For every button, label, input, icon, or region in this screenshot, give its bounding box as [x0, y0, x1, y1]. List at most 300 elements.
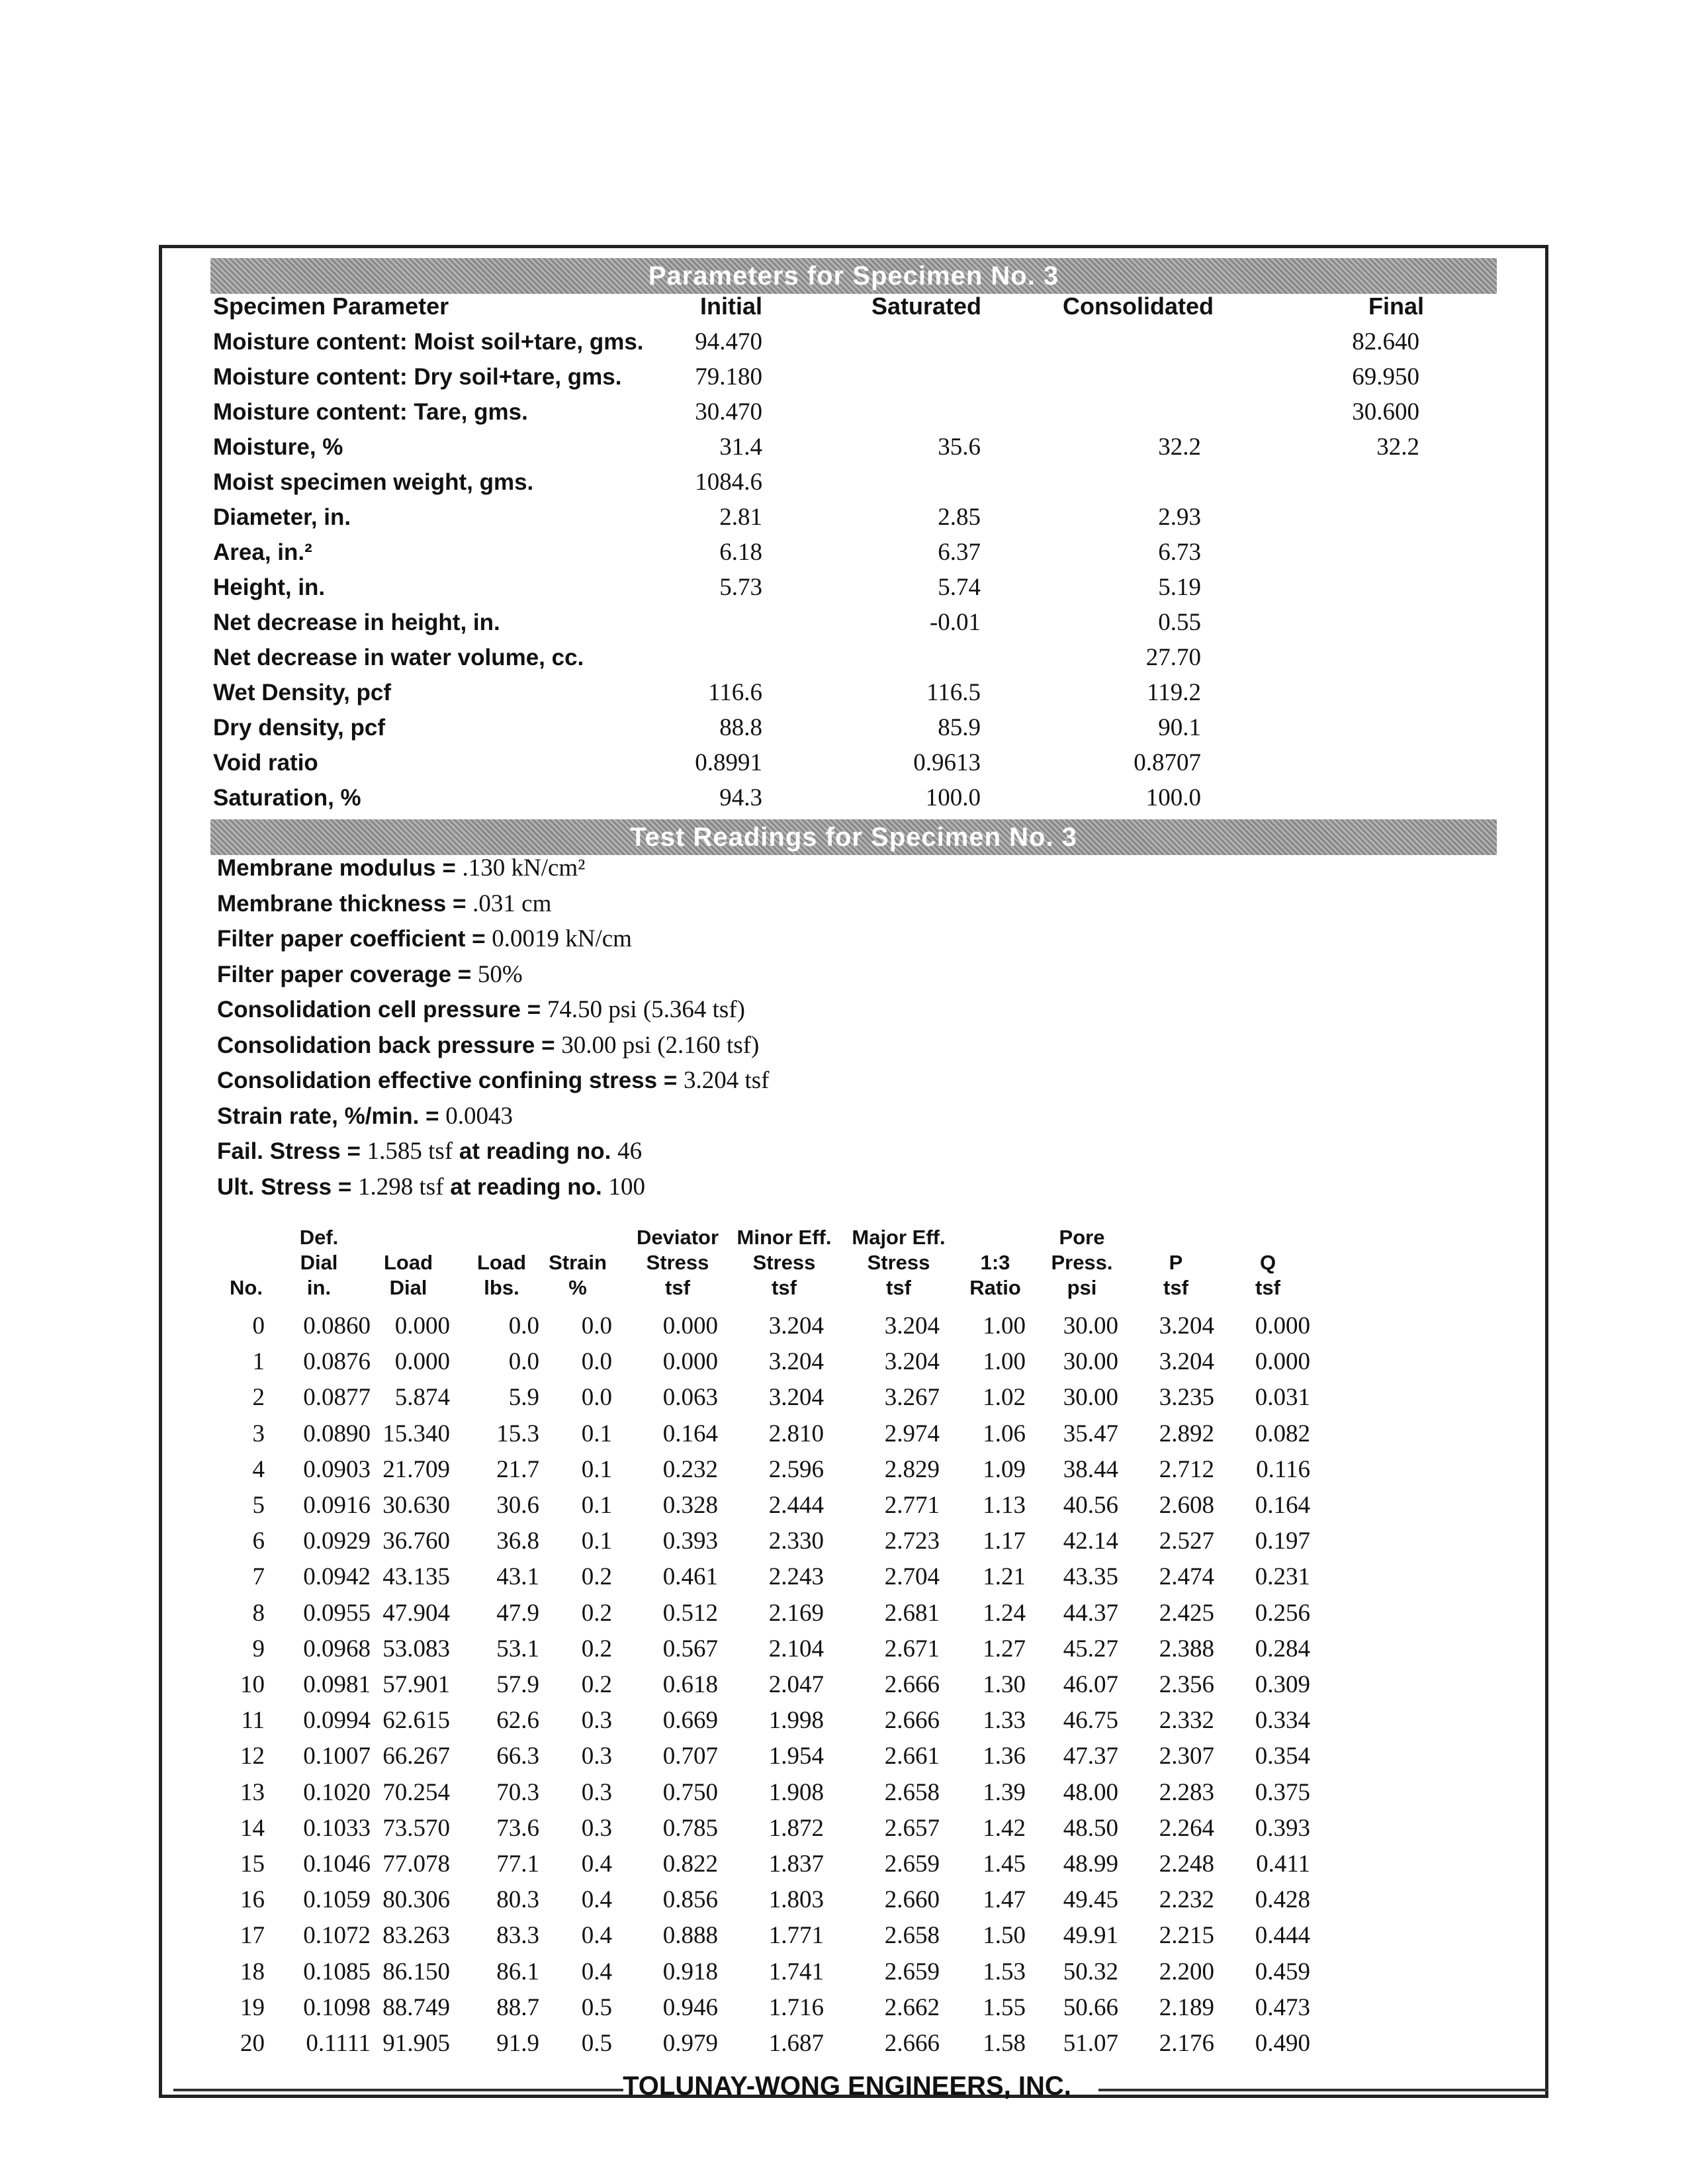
table-cell: 3.204 — [1159, 1312, 1214, 1340]
table-cell: 2.176 — [1159, 2030, 1214, 2057]
table-cell: 49.45 — [1063, 1886, 1118, 1914]
note-label: Consolidation cell pressure = — [217, 997, 547, 1023]
note-line — [217, 1173, 645, 1201]
table-cell: 77.1 — [496, 1850, 539, 1878]
param-label: Moist specimen weight, gms. — [213, 469, 534, 495]
note-value: .130 kN/cm² — [462, 854, 586, 882]
table-cell: 18 — [240, 1958, 265, 1985]
table-cell: 11 — [241, 1707, 265, 1735]
note-label: Consolidation effective confining stress = — [217, 1068, 684, 1093]
table-cell: 0.1 — [581, 1527, 612, 1555]
params-header-parameter: Specimen Parameter — [213, 293, 449, 320]
table-cell: 0.0903 — [303, 1455, 371, 1483]
table-cell: 86.150 — [382, 1958, 450, 1985]
table-cell: 0.0994 — [303, 1707, 371, 1735]
table-cell: 2.681 — [884, 1599, 940, 1627]
table-cell: 0.000 — [394, 1312, 450, 1340]
table-cell: 2.527 — [1159, 1527, 1214, 1555]
param-label: Area, in.² — [213, 539, 312, 565]
readings-column-header: Strain % — [549, 1251, 607, 1299]
table-cell: 0.0929 — [303, 1527, 371, 1555]
table-cell: 1.39 — [983, 1778, 1026, 1806]
table-cell: 0.1059 — [303, 1886, 371, 1914]
param-value-initial: 2.81 — [719, 504, 762, 531]
table-cell: 2.232 — [1159, 1886, 1214, 1914]
table-cell: 40.56 — [1063, 1492, 1118, 1519]
table-cell: 2.215 — [1159, 1922, 1214, 1950]
table-cell: 86.1 — [496, 1958, 539, 1985]
note-line — [217, 854, 585, 882]
table-cell: 13 — [240, 1778, 265, 1806]
note-value: 1.298 tsf — [358, 1173, 444, 1201]
note-line — [217, 1137, 642, 1165]
table-cell: 5.9 — [508, 1384, 539, 1412]
table-cell: 6 — [252, 1527, 265, 1555]
table-cell: 2 — [252, 1384, 265, 1412]
table-cell: 1.716 — [768, 1993, 824, 2021]
table-cell: 15 — [240, 1850, 265, 1878]
param-value-consolidated: 90.1 — [1158, 714, 1201, 741]
table-cell: 45.27 — [1063, 1635, 1118, 1662]
note-line — [217, 960, 523, 989]
table-cell: 0.1046 — [303, 1850, 371, 1878]
table-cell: 0.1098 — [303, 1993, 371, 2021]
table-cell: 49.91 — [1063, 1922, 1118, 1950]
table-cell: 0.856 — [662, 1886, 718, 1914]
param-label: Diameter, in. — [213, 504, 351, 530]
table-cell: 1.771 — [768, 1922, 824, 1950]
table-cell: 0.284 — [1255, 1635, 1310, 1662]
table-cell: 21.7 — [496, 1455, 539, 1483]
readings-column-header: Load Dial — [383, 1251, 433, 1299]
param-value-final: 32.2 — [1376, 433, 1419, 461]
param-label: Dry density, pcf — [213, 715, 385, 741]
table-cell: 1.741 — [768, 1958, 824, 1985]
param-value-initial: 30.470 — [695, 398, 762, 426]
table-cell: 1.00 — [983, 1348, 1026, 1376]
table-cell: 3.204 — [768, 1348, 824, 1376]
readings-title-band — [210, 819, 1497, 855]
param-value-initial: 1084.6 — [695, 469, 762, 496]
note-value: 30.00 psi (2.160 tsf) — [561, 1031, 760, 1059]
table-cell: 0.031 — [1255, 1384, 1310, 1412]
table-cell: 1.872 — [768, 1814, 824, 1842]
table-cell: 1.803 — [768, 1886, 824, 1914]
table-cell: 62.6 — [496, 1707, 539, 1735]
table-cell: 77.078 — [382, 1850, 450, 1878]
table-cell: 2.200 — [1159, 1958, 1214, 1985]
table-cell: 0.0 — [508, 1348, 539, 1376]
param-label: Saturation, % — [213, 785, 361, 811]
table-cell: 1.837 — [768, 1850, 824, 1878]
table-cell: 0.116 — [1256, 1455, 1310, 1483]
param-value-consolidated: 2.93 — [1158, 504, 1201, 531]
param-value-saturated: -0.01 — [929, 609, 981, 636]
table-cell: 2.169 — [768, 1599, 824, 1627]
table-cell: 80.306 — [382, 1886, 450, 1914]
table-cell: 0.309 — [1255, 1671, 1310, 1698]
table-cell: 0.411 — [1256, 1850, 1310, 1878]
table-cell: 0.0 — [581, 1384, 612, 1412]
table-cell: 0.1 — [581, 1492, 612, 1519]
table-cell: 0.459 — [1255, 1958, 1310, 1985]
table-cell: 0.334 — [1255, 1707, 1310, 1735]
table-cell: 2.974 — [884, 1420, 940, 1447]
table-cell: 3.204 — [884, 1348, 940, 1376]
table-cell: 91.905 — [382, 2030, 450, 2057]
table-cell: 43.1 — [496, 1563, 539, 1591]
table-cell: 3 — [252, 1420, 265, 1447]
table-cell: 0.979 — [662, 2030, 718, 2057]
table-cell: 0.567 — [662, 1635, 718, 1662]
note-line — [217, 1031, 759, 1060]
table-cell: 0.0981 — [303, 1671, 371, 1698]
table-cell: 2.829 — [884, 1455, 940, 1483]
note-value: 74.50 psi (5.364 tsf) — [547, 996, 745, 1023]
table-cell: 1.21 — [983, 1563, 1026, 1591]
table-cell: 5.874 — [394, 1384, 450, 1412]
table-cell: 2.712 — [1159, 1455, 1214, 1483]
param-value-saturated: 100.0 — [925, 784, 981, 811]
param-value-saturated: 116.5 — [926, 679, 981, 706]
table-cell: 2.444 — [768, 1492, 824, 1519]
table-cell: 21.709 — [382, 1455, 450, 1483]
table-cell: 3.204 — [768, 1312, 824, 1340]
table-cell: 30.6 — [496, 1492, 539, 1519]
table-cell: 0.063 — [662, 1384, 718, 1412]
table-cell: 0.375 — [1255, 1778, 1310, 1806]
params-header-final: Final — [1368, 293, 1424, 320]
table-cell: 2.388 — [1159, 1635, 1214, 1662]
table-cell: 2.356 — [1159, 1671, 1214, 1698]
table-cell: 2.283 — [1159, 1778, 1214, 1806]
table-cell: 2.659 — [884, 1958, 940, 1985]
table-cell: 35.47 — [1063, 1420, 1118, 1447]
table-cell: 0.888 — [662, 1922, 718, 1950]
table-cell: 0.256 — [1255, 1599, 1310, 1627]
table-cell: 0.785 — [662, 1814, 718, 1842]
table-cell: 1.58 — [983, 2030, 1026, 2057]
table-cell: 57.9 — [496, 1671, 539, 1698]
table-cell: 73.6 — [496, 1814, 539, 1842]
table-cell: 0.750 — [662, 1778, 718, 1806]
table-cell: 0.618 — [662, 1671, 718, 1698]
param-label: Moisture content: Moist soil+tare, gms. — [213, 329, 644, 355]
note-value: 1.585 tsf — [367, 1138, 453, 1165]
table-cell: 16 — [240, 1886, 265, 1914]
table-cell: 2.248 — [1159, 1850, 1214, 1878]
table-cell: 30.00 — [1063, 1384, 1118, 1412]
table-cell: 1 — [252, 1348, 265, 1376]
table-cell: 83.263 — [382, 1922, 450, 1950]
table-cell: 7 — [252, 1563, 265, 1591]
table-cell: 1.30 — [983, 1671, 1026, 1698]
table-cell: 0.0955 — [303, 1599, 371, 1627]
params-header-consolidated: Consolidated — [1062, 293, 1214, 320]
table-cell: 46.07 — [1063, 1671, 1118, 1698]
param-value-initial: 31.4 — [719, 433, 762, 461]
readings-column-header: No. — [230, 1276, 263, 1299]
table-cell: 70.254 — [382, 1778, 450, 1806]
table-cell: 0.000 — [1255, 1348, 1310, 1376]
table-cell: 3.267 — [884, 1384, 940, 1412]
note-line — [217, 1066, 770, 1095]
table-cell: 1.27 — [983, 1635, 1026, 1662]
param-value-saturated: 85.9 — [938, 714, 981, 741]
note-label: Filter paper coefficient = — [217, 926, 492, 952]
table-cell: 2.662 — [884, 1993, 940, 2021]
note-value-2: 46 — [617, 1138, 643, 1165]
table-cell: 1.998 — [768, 1707, 824, 1735]
table-cell: 1.50 — [983, 1922, 1026, 1950]
table-cell: 0.461 — [662, 1563, 718, 1591]
table-cell: 0.000 — [662, 1312, 718, 1340]
table-cell: 2.704 — [884, 1563, 940, 1591]
table-cell: 36.760 — [382, 1527, 450, 1555]
table-cell: 3.204 — [768, 1384, 824, 1412]
table-cell: 0.0876 — [303, 1348, 371, 1376]
note-label: Membrane modulus = — [217, 855, 463, 881]
table-cell: 0.393 — [662, 1527, 718, 1555]
table-cell: 0.5 — [581, 2030, 612, 2057]
param-value-initial: 6.18 — [719, 539, 762, 566]
footer-company: TOLUNAY-WONG ENGINEERS, INC. — [623, 2071, 1071, 2101]
table-cell: 2.332 — [1159, 1707, 1214, 1735]
table-cell: 0.1 — [581, 1455, 612, 1483]
table-cell: 1.13 — [983, 1492, 1026, 1519]
param-label: Moisture content: Tare, gms. — [213, 399, 528, 425]
table-cell: 0.669 — [662, 1707, 718, 1735]
table-cell: 1.02 — [983, 1384, 1026, 1412]
table-cell: 0.5 — [581, 1993, 612, 2021]
table-cell: 0.4 — [581, 1886, 612, 1914]
table-cell: 2.425 — [1159, 1599, 1214, 1627]
param-value-initial: 0.8991 — [695, 749, 762, 776]
table-cell: 0.2 — [581, 1635, 612, 1662]
table-cell: 88.7 — [496, 1993, 539, 2021]
table-cell: 38.44 — [1063, 1455, 1118, 1483]
param-value-saturated: 2.85 — [938, 504, 981, 531]
table-cell: 83.3 — [496, 1922, 539, 1950]
table-cell: 2.330 — [768, 1527, 824, 1555]
note-line — [217, 1102, 513, 1130]
readings-title: Test Readings for Specimen No. 3 — [630, 823, 1077, 852]
table-cell: 0.3 — [581, 1814, 612, 1842]
note-label-2: at reading no. — [443, 1173, 609, 1200]
note-value: 0.0019 kN/cm — [492, 925, 632, 952]
table-cell: 2.104 — [768, 1635, 824, 1662]
param-value-saturated: 35.6 — [938, 433, 981, 461]
readings-column-header: Def. Dial in. — [299, 1226, 339, 1299]
table-cell: 0.490 — [1255, 2030, 1310, 2057]
table-cell: 0.1033 — [303, 1814, 371, 1842]
table-cell: 2.666 — [884, 1671, 940, 1698]
param-value-initial: 79.180 — [695, 363, 762, 390]
table-cell: 0.946 — [662, 1993, 718, 2021]
table-cell: 73.570 — [382, 1814, 450, 1842]
table-cell: 2.723 — [884, 1527, 940, 1555]
table-cell: 1.00 — [983, 1312, 1026, 1340]
table-cell: 8 — [252, 1599, 265, 1627]
table-cell: 0.164 — [1255, 1492, 1310, 1519]
table-cell: 0.428 — [1255, 1886, 1310, 1914]
note-label: Ult. Stress = — [217, 1173, 359, 1200]
table-cell: 50.66 — [1063, 1993, 1118, 2021]
table-cell: 47.904 — [382, 1599, 450, 1627]
table-cell: 1.36 — [983, 1743, 1026, 1770]
table-cell: 2.658 — [884, 1922, 940, 1950]
param-value-final: 30.600 — [1352, 398, 1419, 426]
table-cell: 30.00 — [1063, 1348, 1118, 1376]
table-cell: 2.666 — [884, 2030, 940, 2057]
table-cell: 0.000 — [662, 1348, 718, 1376]
table-cell: 2.657 — [884, 1814, 940, 1842]
param-value-final: 82.640 — [1352, 328, 1419, 355]
table-cell: 0.231 — [1255, 1563, 1310, 1591]
table-cell: 0.4 — [581, 1958, 612, 1985]
param-value-initial: 88.8 — [719, 714, 762, 741]
table-cell: 0.000 — [1255, 1312, 1310, 1340]
table-cell: 2.671 — [884, 1635, 940, 1662]
table-cell: 0.512 — [662, 1599, 718, 1627]
table-cell: 1.47 — [983, 1886, 1026, 1914]
note-label: Membrane thickness = — [217, 890, 473, 917]
table-cell: 0.328 — [662, 1492, 718, 1519]
table-cell: 2.892 — [1159, 1420, 1214, 1447]
table-cell: 0.2 — [581, 1671, 612, 1698]
note-value-2: 100 — [608, 1173, 645, 1201]
param-value-saturated: 6.37 — [938, 539, 981, 566]
table-cell: 0.3 — [581, 1707, 612, 1735]
table-cell: 0.164 — [662, 1420, 718, 1447]
table-cell: 14 — [240, 1814, 265, 1842]
table-cell: 0.0877 — [303, 1384, 371, 1412]
table-cell: 0.0942 — [303, 1563, 371, 1591]
table-cell: 91.9 — [496, 2030, 539, 2057]
param-value-initial: 94.470 — [695, 328, 762, 355]
table-cell: 2.661 — [884, 1743, 940, 1770]
table-cell: 12 — [240, 1743, 265, 1770]
table-cell: 2.474 — [1159, 1563, 1214, 1591]
table-cell: 42.14 — [1063, 1527, 1118, 1555]
table-cell: 43.135 — [382, 1563, 450, 1591]
param-value-consolidated: 100.0 — [1145, 784, 1201, 811]
table-cell: 1.687 — [768, 2030, 824, 2057]
table-cell: 0.444 — [1255, 1922, 1310, 1950]
table-cell: 0.1072 — [303, 1922, 371, 1950]
table-cell: 0.1007 — [303, 1743, 371, 1770]
param-value-initial: 116.6 — [708, 679, 762, 706]
table-cell: 10 — [240, 1671, 265, 1698]
param-value-saturated: 0.9613 — [913, 749, 981, 776]
table-cell: 2.189 — [1159, 1993, 1214, 2021]
table-cell: 46.75 — [1063, 1707, 1118, 1735]
param-label: Net decrease in water volume, cc. — [213, 645, 584, 670]
table-cell: 0.473 — [1255, 1993, 1310, 2021]
table-cell: 1.55 — [983, 1993, 1026, 2021]
table-cell: 0.0968 — [303, 1635, 371, 1662]
table-cell: 0.707 — [662, 1743, 718, 1770]
table-cell: 48.00 — [1063, 1778, 1118, 1806]
table-cell: 0.3 — [581, 1778, 612, 1806]
param-value-consolidated: 32.2 — [1158, 433, 1201, 461]
table-cell: 3.204 — [1159, 1348, 1214, 1376]
param-value-initial: 94.3 — [719, 784, 762, 811]
param-value-saturated: 5.74 — [938, 574, 981, 601]
param-label: Wet Density, pcf — [213, 680, 392, 705]
table-cell: 0.2 — [581, 1599, 612, 1627]
table-cell: 0.1111 — [306, 2030, 371, 2057]
table-cell: 1.908 — [768, 1778, 824, 1806]
table-cell: 2.659 — [884, 1850, 940, 1878]
table-cell: 2.771 — [884, 1492, 940, 1519]
param-label: Height, in. — [213, 574, 326, 600]
table-cell: 53.083 — [382, 1635, 450, 1662]
table-cell: 4 — [252, 1455, 265, 1483]
param-value-consolidated: 0.8707 — [1134, 749, 1201, 776]
table-cell: 0.0 — [581, 1348, 612, 1376]
table-cell: 44.37 — [1063, 1599, 1118, 1627]
params-header-saturated: Saturated — [871, 293, 982, 320]
readings-column-header: Load lbs. — [476, 1251, 527, 1299]
table-cell: 0.4 — [581, 1850, 612, 1878]
table-cell: 15.3 — [496, 1420, 539, 1447]
table-cell: 0.1 — [581, 1420, 612, 1447]
table-cell: 0.0 — [581, 1312, 612, 1340]
table-cell: 2.666 — [884, 1707, 940, 1735]
table-cell: 0.0916 — [303, 1492, 371, 1519]
table-cell: 1.17 — [983, 1527, 1026, 1555]
param-label: Net decrease in height, in. — [213, 610, 500, 635]
table-cell: 0.393 — [1255, 1814, 1310, 1842]
table-cell: 1.954 — [768, 1743, 824, 1770]
table-cell: 0.822 — [662, 1850, 718, 1878]
table-cell: 62.615 — [382, 1707, 450, 1735]
table-cell: 2.810 — [768, 1420, 824, 1447]
table-cell: 1.33 — [983, 1707, 1026, 1735]
table-cell: 57.901 — [382, 1671, 450, 1698]
table-cell: 1.45 — [983, 1850, 1026, 1878]
table-cell: 47.9 — [496, 1599, 539, 1627]
readings-column-header: Major Eff. Stress tsf — [852, 1226, 946, 1299]
table-cell: 2.658 — [884, 1778, 940, 1806]
table-cell: 2.243 — [768, 1563, 824, 1591]
table-cell: 0.4 — [581, 1922, 612, 1950]
param-value-consolidated: 119.2 — [1147, 679, 1201, 706]
note-line — [217, 889, 551, 918]
table-cell: 0.2 — [581, 1563, 612, 1591]
table-cell: 3.204 — [884, 1312, 940, 1340]
table-cell: 53.1 — [496, 1635, 539, 1662]
table-cell: 1.09 — [983, 1455, 1026, 1483]
param-value-consolidated: 0.55 — [1158, 609, 1201, 636]
table-cell: 15.340 — [382, 1420, 450, 1447]
table-cell: 0.918 — [662, 1958, 718, 1985]
note-label-2: at reading no. — [453, 1138, 618, 1164]
table-cell: 0.197 — [1255, 1527, 1310, 1555]
readings-column-header: Pore Press. psi — [1051, 1226, 1113, 1299]
note-line — [217, 995, 745, 1024]
readings-column-header: Q tsf — [1255, 1251, 1280, 1299]
param-label: Moisture, % — [213, 434, 343, 460]
table-cell: 0.1020 — [303, 1778, 371, 1806]
table-cell: 1.06 — [983, 1420, 1026, 1447]
param-label: Void ratio — [213, 750, 318, 776]
table-cell: 47.37 — [1063, 1743, 1118, 1770]
table-cell: 2.264 — [1159, 1814, 1214, 1842]
note-label: Fail. Stress = — [217, 1138, 367, 1164]
table-cell: 17 — [240, 1922, 265, 1950]
